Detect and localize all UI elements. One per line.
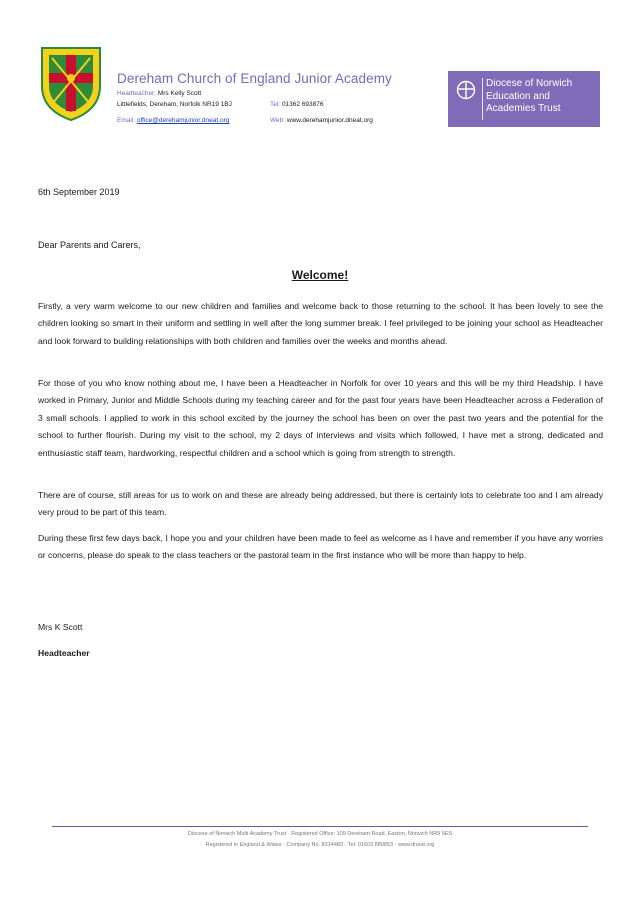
school-details [117,70,437,129]
contact-row [117,117,437,129]
school-address: Littlefields, Dereham, Norfolk NR19 1BJ [117,101,232,108]
paragraph-3: There are of course, still areas for us to work on and these are already being addressed, but there is certainly lots to celebrate too and I am already very proud to be part of this team. [38,490,603,518]
email-label: Email: [117,117,136,124]
diocese-divider [482,78,483,120]
salutation: Dear Parents and Carers, [38,240,141,250]
diocese-cross-icon [456,80,476,100]
letter-date: 6th September 2019 [38,187,120,197]
diocese-line-1: Diocese of Norwich [486,78,573,89]
paragraph-4: During these first few days back, I hope you and your children have been made to feel as welcome as I have and remember if you have any worries or concerns, please do speak to the class teachers or the pastoral team in the first instance who will be more than happy to help. [38,533,603,561]
email [117,117,229,124]
diocese-line-2: Education and [486,90,550,102]
school-name: Dereham Church of England Junior Academy [117,71,392,86]
diocese-line-3: Academies Trust [486,103,561,114]
signoff-role: Headteacher [38,648,90,658]
headteacher-line [117,90,437,97]
letter-heading: Welcome! [291,268,349,282]
headteacher-label: Headteacher: [117,90,157,97]
footer-line-1: Diocese of Norwich Multi Academy Trust · Registered Office: 109 Dereham Road, Easton, Norwich NR9 5ES [187,831,453,837]
diocese-logo [448,71,600,127]
diocese-name [486,78,572,116]
address-row [117,101,437,113]
footer-line-2: Registered in England & Wales · Company No. 8314483 · Tel: 01603 880853 · www.dneat.org [205,842,435,848]
tel-label: Tel: [270,101,281,108]
tel-number: 01362 693876 [281,101,324,108]
email-link[interactable]: office@derehamjunior.dneat.org [136,117,230,124]
website [270,117,373,124]
web-address[interactable]: www.derehamjunior.dneat.org [286,117,373,124]
headteacher-name: Mrs Kelly Scott [157,90,202,97]
web-label: Web: [270,117,286,124]
paragraph-2: For those of you who know nothing about me, I have been a Headteacher in Norfolk for over 10 years and this will be my third Headship. I have worked in Primary, Junior and Middle Schools during my teaching career and for the past four years have been Headteacher across a Federation of 3 small schools. I applied to work in this school excited by the journey the school has been on over the past two years and the potential for the school to further flourish. During my visit to the school, my 2 days of interviews and visits which followed, I have met a strong, dedicated and enthusiastic staff team, hardworking, respectful children and a school which is going from strength to strength. [38,378,603,458]
signoff-name: Mrs K Scott [38,622,83,632]
school-crest [40,46,102,122]
paragraph-1: Firstly, a very warm welcome to our new children and families and welcome back to those returning to the school. It has been lovely to see the children looking so smart in their uniform and settling in well after the long summer break. I feel privileged to be joining your school as Headteacher and look forward to building relationships with both children and families over the weeks and months ahead. [38,301,603,346]
telephone [270,101,324,108]
footer-rule [52,826,588,827]
